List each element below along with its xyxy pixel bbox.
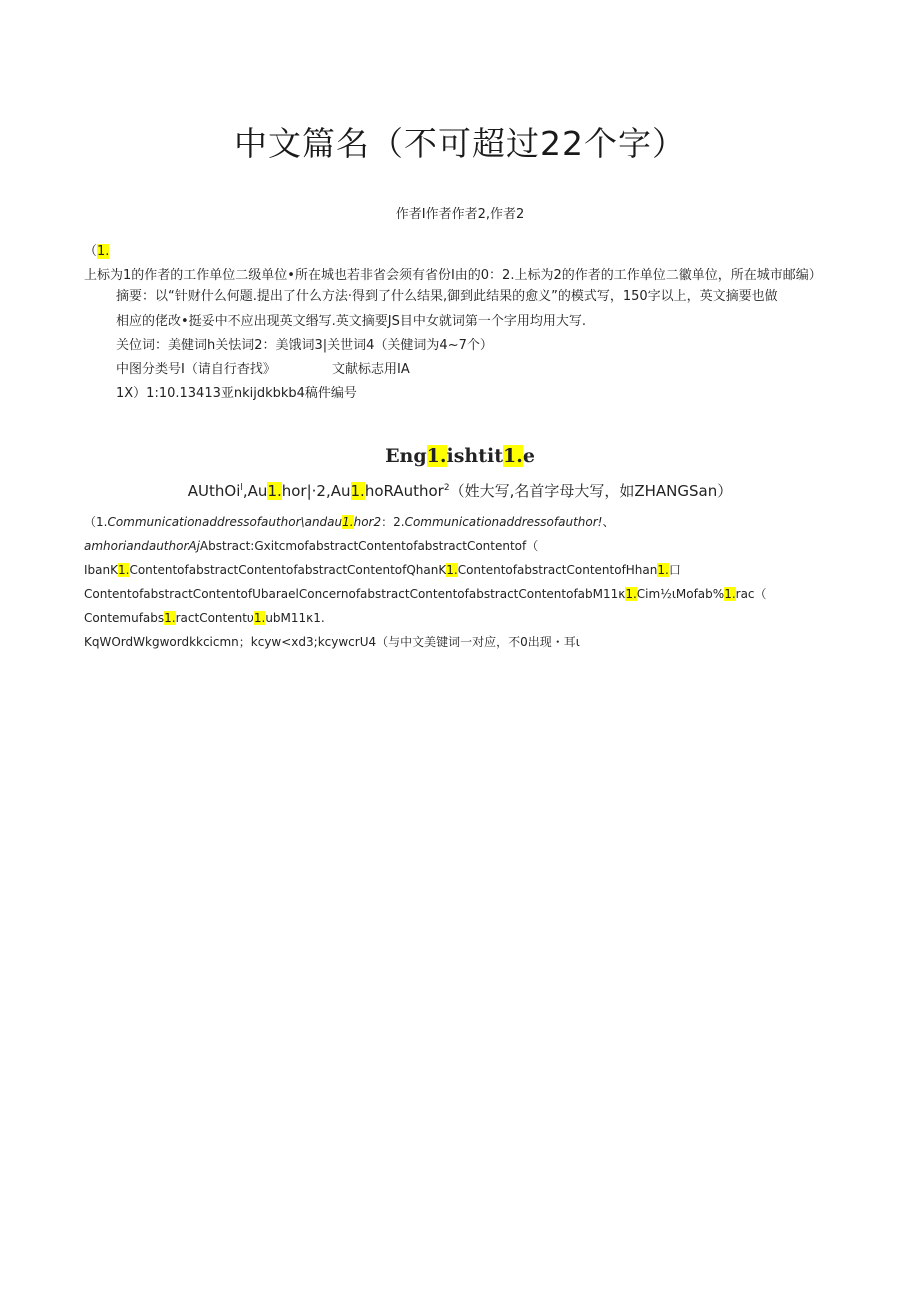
text-part: （1. (84, 515, 108, 529)
highlight-mark: 1. (253, 611, 266, 625)
text-part-italic: Communicationaddressofauthor\andau (107, 515, 343, 529)
eauthor-sup: 2 (443, 483, 450, 493)
abstract-line-2: 相应的佬改•挺妥中不应出现英文缗写.英文摘要JS目中女就词第一个字用均用大写. (116, 314, 587, 329)
highlight-mark: 1. (350, 482, 365, 500)
text-part-italic: amhoriandauthorAj (84, 539, 200, 553)
etitle-part: Eng (385, 445, 427, 467)
keywords-cn: 关位词：美健词h关怯词2：美饿词3|关世词4（关健词为4~7个） (116, 338, 493, 353)
eauthor-part: AUthOi (187, 482, 241, 500)
highlight-mark: 1. (426, 445, 447, 467)
text-part: Cim½ιMofab% (636, 587, 725, 601)
highlight-mark: 1. (657, 563, 669, 577)
highlight-mark: 1. (446, 563, 458, 577)
class-number: 中图分类号I（请自行杳找》 (116, 362, 276, 377)
affiliation-text (84, 240, 844, 288)
text-part: Abstract:GxitcmofabstractContentofabstractContentof（ (199, 539, 539, 553)
english-abstract-line-2 (84, 561, 681, 579)
text-part-italic: hor2 (353, 515, 382, 529)
classification-row (116, 361, 410, 379)
highlight-mark: 1. (164, 611, 176, 625)
english-authors (0, 480, 920, 501)
text-part: ContentofabstractContentofUbaraelConcernofabstractContentofabstractContentofabM11κ (84, 587, 626, 601)
highlight-mark: 1. (503, 445, 523, 467)
text-part: rac（ (735, 587, 767, 601)
english-keywords: KqWOrdWkgwordkkcicmn；kcyw<xd3;kcywcrU4（与中文美键词一对应，不0出现・耳ι (84, 635, 580, 649)
highlight-mark: 1. (724, 587, 736, 601)
text-part: ContentofabstractContentofHhan (457, 563, 658, 577)
chinese-authors: 作者I作者作者2,作者2 (395, 207, 525, 222)
text-part: ：2. (381, 515, 405, 529)
text-part: ubM11κ1. (265, 611, 325, 625)
text-part: Contemufabs (84, 611, 165, 625)
text-part: ContentofabstractContentofabstractContentofQhanK (129, 563, 447, 577)
etitle-part: ishtit (446, 445, 503, 467)
eauthor-part: ,Au (242, 482, 268, 500)
eauthor-note: （姓大写,名首字母大写，如ZHANGSan） (449, 482, 733, 500)
chinese-title: 中文篇名（不可超过22个字） (234, 124, 686, 163)
english-abstract-line-3 (84, 585, 767, 603)
document-code: 文献标志用IA (332, 362, 410, 377)
text-part-italic: Communicationaddressofauthor! (404, 515, 603, 529)
highlight-mark: 1. (97, 244, 110, 259)
affiliation-open: （ (84, 244, 98, 259)
english-title (0, 445, 920, 467)
abstract-line-1: 摘要：以“针财什么何题.提出了什么方法·得到了什么结果,御到此结果的愈义”的模式写，150字以上，英文摘要也做 (116, 289, 778, 304)
text-part: ractContentυ (175, 611, 254, 625)
highlight-mark: 1. (625, 587, 637, 601)
eauthor-sup: l (240, 483, 243, 493)
etitle-part: e (522, 445, 535, 467)
text-part: 口 (668, 563, 681, 577)
eauthor-part: hor|·2,Au (281, 482, 351, 500)
highlight-mark: 1. (117, 563, 130, 577)
doi-line: 1X）1:10.13413亚nkijdkbkb4稿件编号 (116, 386, 357, 401)
eauthor-part: hoRAuthor (364, 482, 444, 500)
highlight-mark: 1. (267, 482, 282, 500)
affiliation-body: 上标为1的作者的工作单位二级单位•所在城也若非省会须有省份I由的0：2.上标为2的作者的工作单位二徽单位，所在城市邮编） (84, 268, 822, 283)
text-part: IbanK (84, 563, 118, 577)
text-part: 、 (602, 515, 615, 529)
highlight-mark: 1. (342, 515, 354, 529)
english-affiliation-line (84, 513, 615, 531)
english-abstract-line-4 (84, 609, 325, 627)
english-abstract-line-1 (84, 537, 538, 555)
